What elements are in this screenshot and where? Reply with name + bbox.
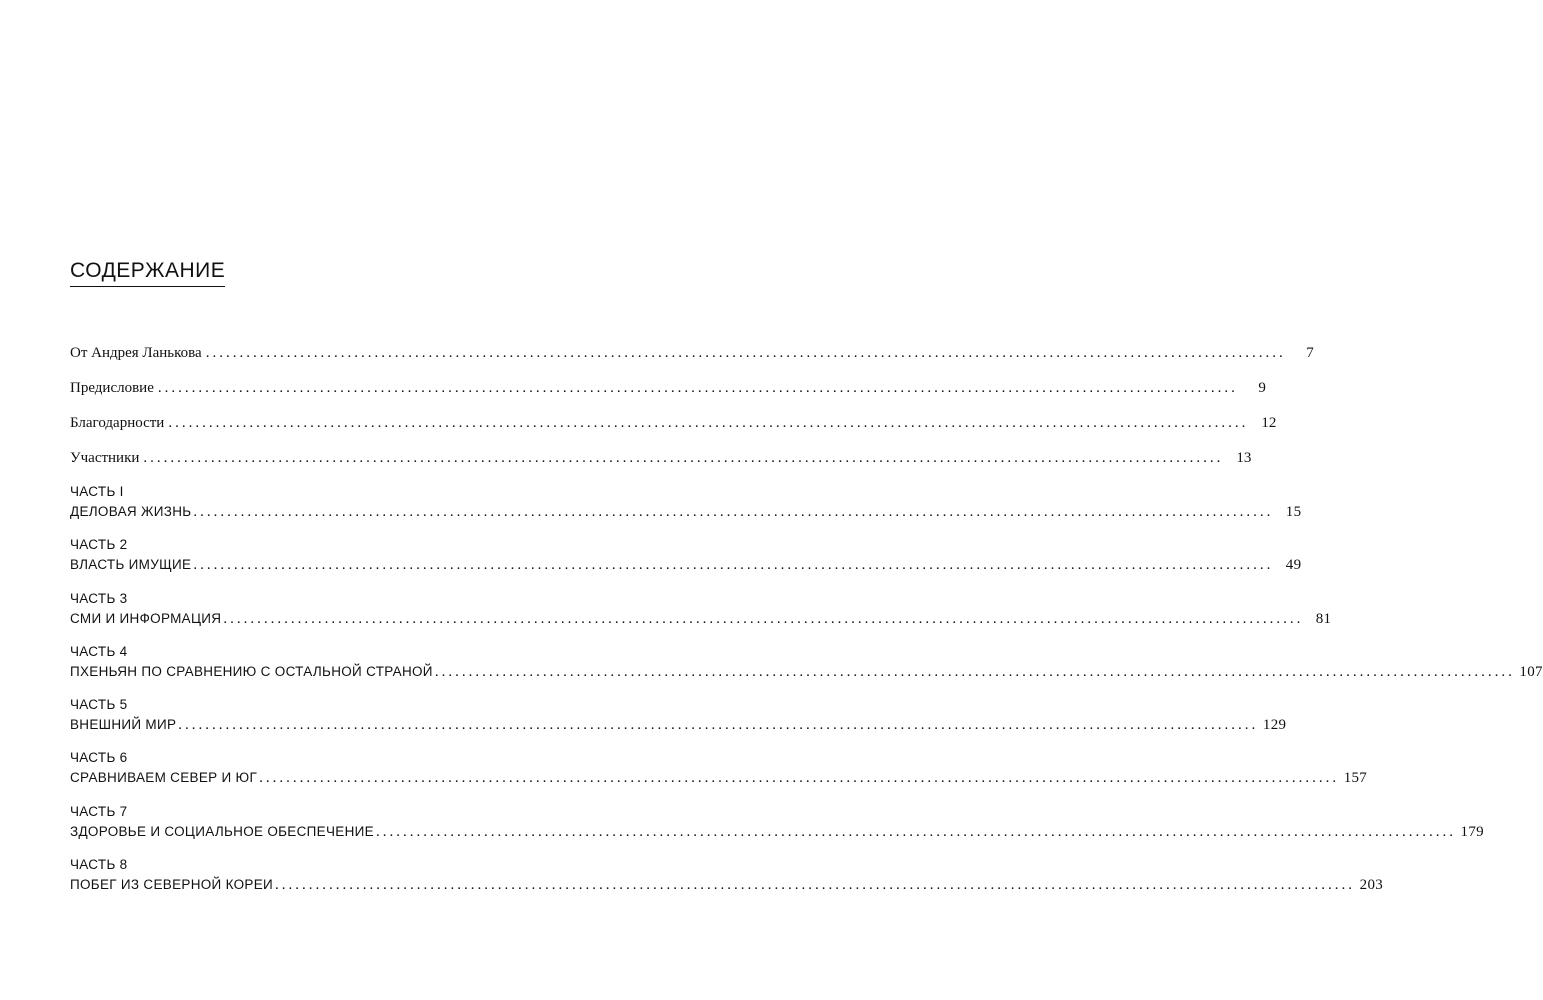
toc-part-3[interactable] [70,586,1332,639]
toc-part-8[interactable] [70,852,1384,905]
part-title: ПОБЕГ ИЗ СЕВЕРНОЙ КОРЕИ [70,877,274,893]
dot-leader: ................................................................................................................................................................ [178,717,1259,734]
part-number: ЧАСТЬ 3 [70,590,128,606]
dot-leader: ................................................................................................................................................................ [143,450,1224,466]
dot-leader: ................................................................................................................................................................ [223,610,1304,627]
part-title: ПХЕНЬЯН ПО СРАВНЕНИЮ С ОСТАЛЬНОЙ СТРАНОЙ [70,663,433,679]
toc-entry-label: Предисловие [70,380,154,396]
toc-entry-contributors[interactable] [70,444,1252,479]
page-title: СОДЕРЖАНИЕ [70,258,225,287]
part-page: 203 [1359,877,1384,894]
toc-entry-andrei-lankov[interactable] [70,339,1314,374]
part-title: ДЕЛОВАЯ ЖИЗНЬ [70,504,192,519]
part-page: 81 [1315,610,1332,627]
dot-leader: ................................................................................................................................................................ [375,823,1456,840]
dot-leader: ................................................................................................................................................................ [168,415,1249,431]
toc-entry-page: 12 [1261,415,1277,431]
part-page: 49 [1285,557,1302,574]
part-page: 129 [1262,717,1287,734]
part-page: 179 [1460,823,1484,840]
toc-entry-page: 7 [1306,345,1314,361]
part-number: ЧАСТЬ 4 [70,643,128,659]
table-of-contents [70,339,1543,905]
toc-part-6[interactable] [70,745,1368,798]
toc-entry-preface[interactable] [70,374,1266,409]
part-number: ЧАСТЬ 2 [70,537,128,553]
part-title: ЗДОРОВЬЕ И СОЦИАЛЬНОЕ ОБЕСПЕЧЕНИЕ [70,823,374,839]
part-number: ЧАСТЬ 5 [70,697,128,713]
dot-leader: ................................................................................................................................................................ [193,504,1274,520]
dot-leader: ................................................................................................................................................................ [157,380,1238,396]
part-page: 15 [1285,504,1302,520]
toc-entry-label: Участники [70,450,140,466]
part-page: 107 [1519,663,1543,680]
dot-leader: ................................................................................................................................................................ [275,877,1356,894]
toc-part-5[interactable] [70,692,1287,745]
toc-entry-page: 9 [1258,380,1266,396]
toc-part-4[interactable] [70,639,1543,692]
toc-entry-label: От Андрея Ланькова [70,345,202,361]
toc-part-1[interactable] [70,479,1302,532]
dot-leader: ................................................................................................................................................................ [259,770,1340,787]
part-page: 157 [1343,770,1368,787]
dot-leader: ................................................................................................................................................................ [205,345,1286,361]
part-number: ЧАСТЬ I [70,484,124,499]
toc-entry-page: 13 [1236,450,1252,466]
dot-leader: ................................................................................................................................................................ [434,663,1515,680]
part-title: СРАВНИВАЕМ СЕВЕР И ЮГ [70,770,258,786]
toc-entry-label: Благодарности [70,415,165,431]
toc-part-7[interactable] [70,799,1484,852]
toc-entry-acknowledgements[interactable] [70,409,1277,444]
dot-leader: ................................................................................................................................................................ [193,557,1274,574]
toc-part-2[interactable] [70,532,1302,585]
part-title: СМИ И ИНФОРМАЦИЯ [70,610,222,626]
part-title: ВНЕШНИЙ МИР [70,717,177,733]
part-title: ВЛАСТЬ ИМУЩИЕ [70,557,192,573]
part-number: ЧАСТЬ 7 [70,803,128,819]
part-number: ЧАСТЬ 6 [70,750,128,766]
part-number: ЧАСТЬ 8 [70,857,128,873]
